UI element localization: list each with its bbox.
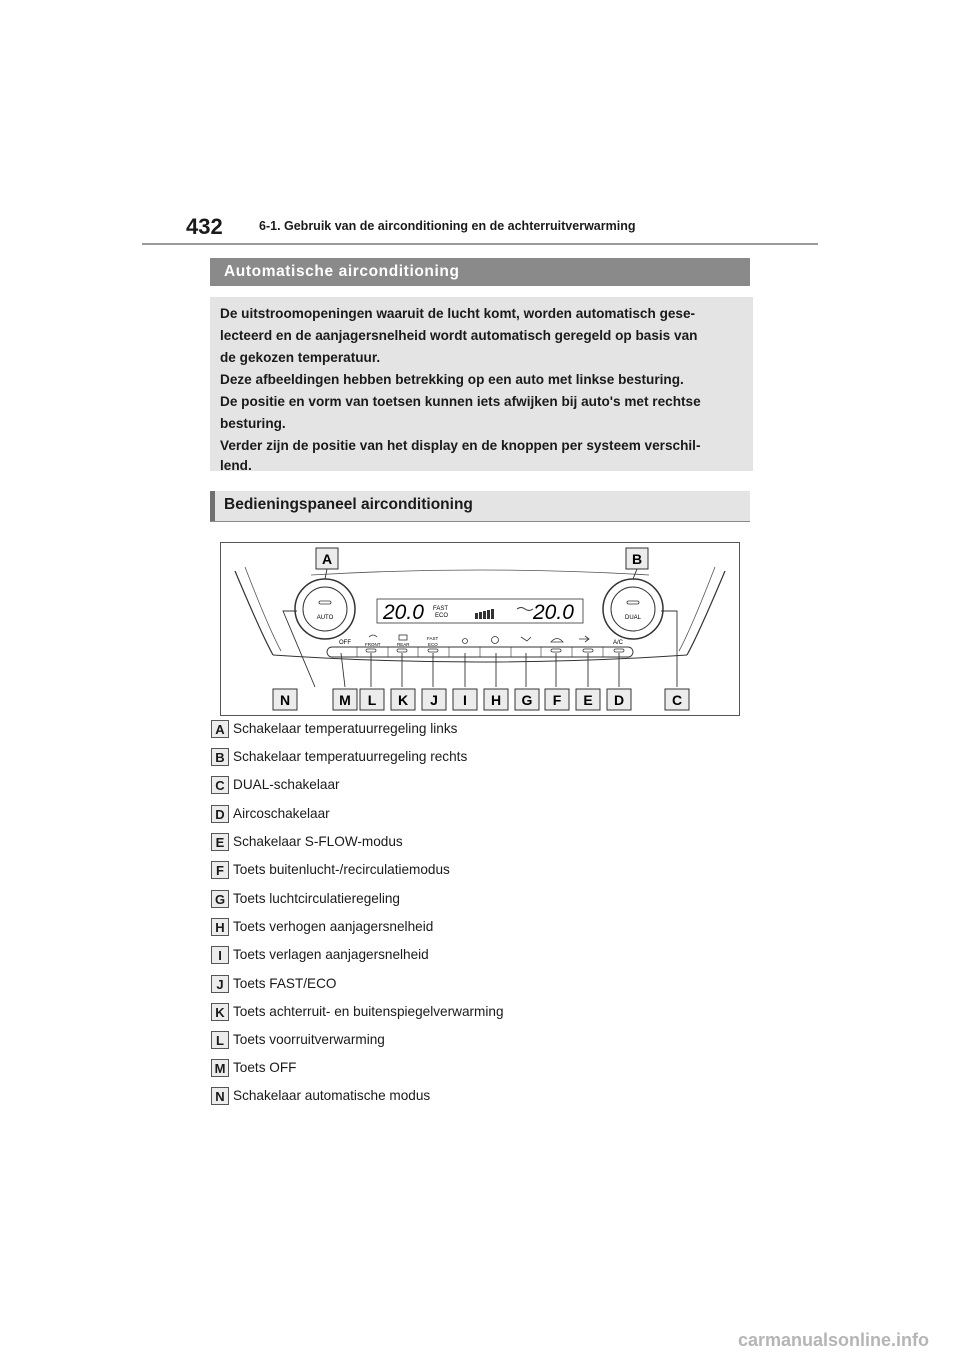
eco-button-label: ECO: [428, 642, 438, 647]
temp-left-readout: 20.0: [383, 601, 424, 624]
dual-knob: [603, 579, 663, 639]
legend-text: Toets FAST/ECO: [233, 976, 337, 991]
legend-text: Schakelaar temperatuurregeling links: [233, 721, 458, 736]
header-divider: [142, 243, 818, 245]
panel-outline-left-inner: [245, 567, 281, 651]
legend-key: K: [211, 1003, 229, 1021]
callout-I-label: I: [463, 692, 467, 708]
watermark: carmanualsonline.info: [738, 1330, 930, 1350]
legend-key: A: [211, 720, 229, 738]
legend-key: N: [211, 1087, 229, 1105]
button-dividers: [357, 647, 603, 657]
legend-text: DUAL-schakelaar: [233, 777, 340, 792]
callout-F-label: F: [552, 692, 562, 708]
fan-level-bars: [475, 609, 494, 619]
fast-button-label: FAST: [427, 636, 439, 641]
dual-knob-label: DUAL: [624, 615, 642, 621]
legend-text: Toets achterruit- en buitenspiegelverwarming: [233, 1004, 504, 1019]
page-header: [0, 0, 960, 250]
callout-A-label: A: [321, 551, 333, 567]
legend-text: Toets luchtcirculatieregeling: [233, 891, 400, 906]
front-button-label: FRONT: [365, 642, 381, 647]
legend-key: C: [211, 776, 229, 794]
off-button-label: OFF: [339, 640, 351, 646]
display-fast-label: FAST: [433, 606, 449, 612]
legend-text: Schakelaar automatische modus: [233, 1088, 431, 1103]
callout-D-label: D: [613, 692, 625, 708]
temp-right-readout: 20.0: [533, 601, 574, 624]
intro-line: De positie en vorm van toetsen kunnen iets afwijken bij auto's met rechtse: [220, 394, 701, 409]
legend-key: L: [211, 1031, 229, 1049]
button-indicators: [366, 649, 624, 652]
display-seat-icon: [517, 608, 533, 611]
rear-defrost-icon: [399, 635, 407, 640]
callout-G-label: G: [521, 692, 533, 708]
intro-line: Deze afbeeldingen hebben betrekking op een auto met linkse besturing.: [220, 372, 684, 387]
subsection-heading: [210, 491, 750, 522]
callout-M-label: M: [339, 692, 351, 708]
section-title-bar: [210, 258, 750, 286]
legend-key: F: [211, 861, 229, 879]
callout-H-label: H: [490, 692, 502, 708]
ac-button-label: A/C: [613, 640, 624, 646]
panel-outline-left: [235, 571, 273, 655]
callout-C-label: C: [671, 692, 683, 708]
legend-key: M: [211, 1059, 229, 1077]
fan-down-icon: [463, 639, 468, 644]
legend-text: Schakelaar S-FLOW-modus: [233, 834, 403, 849]
auto-knob-label: AUTO: [316, 615, 334, 621]
recirculation-icon: [551, 639, 563, 643]
subsection-title: Bedieningspaneel airconditioning: [224, 496, 473, 513]
legend-key: E: [211, 833, 229, 851]
callout-E-label: E: [583, 692, 593, 708]
legend-key: J: [211, 975, 229, 993]
legend-text: Aircoschakelaar: [233, 806, 330, 821]
heading-accent: [210, 491, 215, 521]
s-flow-icon: [579, 636, 589, 642]
callout-A: [316, 548, 338, 569]
section-title: Automatische airconditioning: [224, 263, 460, 280]
panel-outline-top: [311, 570, 649, 575]
callout-leaders: [283, 569, 677, 687]
callout-B-label: B: [631, 551, 643, 567]
display-eco-label: ECO: [435, 613, 449, 619]
legend-key: H: [211, 918, 229, 936]
intro-line: Verder zijn de positie van het display en de knoppen per systeem verschil-: [220, 438, 701, 453]
callout-L-label: L: [367, 692, 377, 708]
legend-key: G: [211, 890, 229, 908]
intro-line: besturing.: [220, 416, 286, 431]
control-panel-drawing: [221, 543, 739, 715]
bottom-callouts: [273, 689, 689, 710]
airflow-mode-icon: [521, 637, 531, 641]
page-number: 432: [186, 214, 223, 239]
intro-line: de gekozen temperatuur.: [220, 350, 381, 365]
panel-outline-right-inner: [679, 567, 715, 651]
legend-key: I: [211, 946, 229, 964]
legend-text: Toets verlagen aanjagersnelheid: [233, 947, 429, 962]
callout-J-label: J: [430, 692, 438, 708]
auto-knob: [295, 579, 355, 639]
intro-line: lend.: [220, 458, 252, 473]
callout-N-label: N: [279, 692, 291, 708]
chapter-title: 6-1. Gebruik van de airconditioning en de achterruitverwarming: [259, 219, 636, 233]
panel-outline-right: [687, 571, 725, 655]
legend-key: B: [211, 748, 229, 766]
intro-line: De uitstroomopeningen waaruit de lucht komt, worden automatisch gese-: [220, 306, 696, 321]
legend-key: D: [211, 805, 229, 823]
front-defrost-icon: [369, 635, 377, 637]
intro-line: lecteerd en de aanjagersnelheid wordt automatisch geregeld op basis van: [220, 328, 698, 343]
callout-K-label: K: [397, 692, 409, 708]
rear-button-label: REAR: [397, 642, 410, 647]
fan-up-icon: [492, 637, 499, 644]
legend-text: Toets voorruitverwarming: [233, 1032, 385, 1047]
legend-text: Toets verhogen aanjagersnelheid: [233, 919, 434, 934]
control-panel-figure: [220, 542, 740, 716]
legend-text: Toets buitenlucht-/recirculatiemodus: [233, 862, 450, 877]
intro-box: [210, 297, 753, 471]
legend-text: Schakelaar temperatuurregeling rechts: [233, 749, 468, 764]
legend-text: Toets OFF: [233, 1060, 297, 1075]
callout-B: [626, 548, 648, 569]
